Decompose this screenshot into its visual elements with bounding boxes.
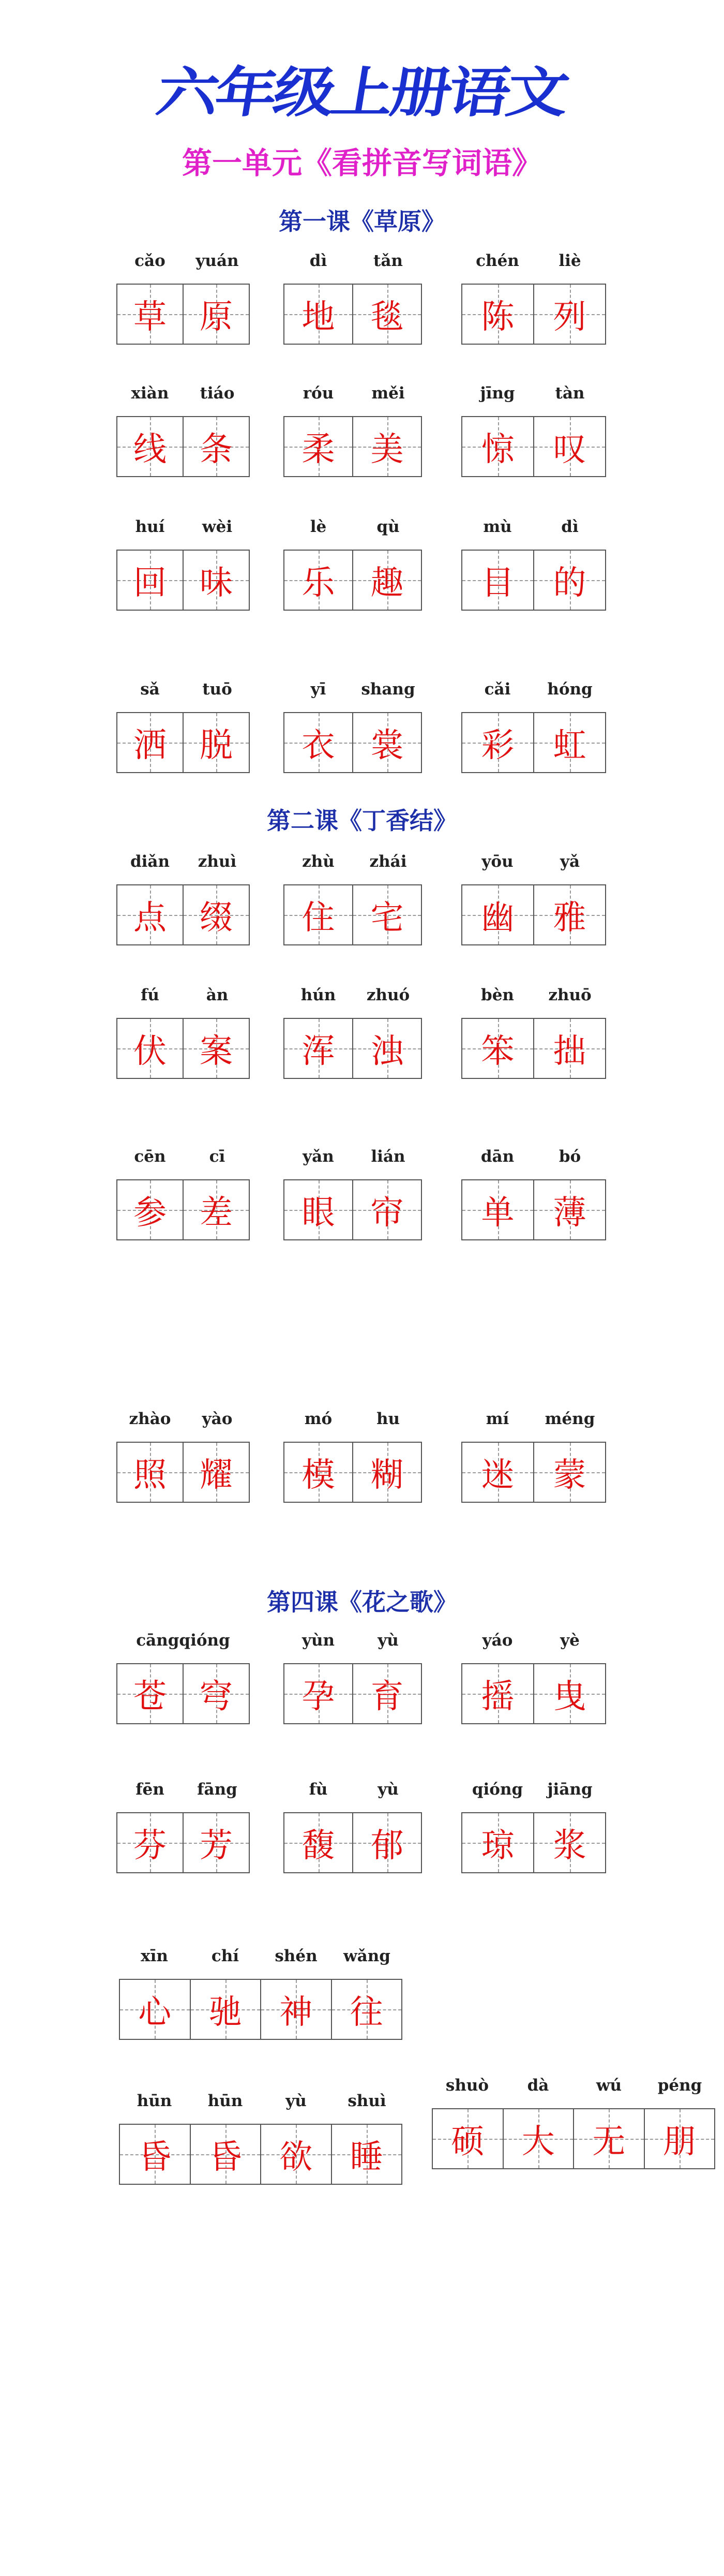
char-cell: 芬 bbox=[117, 1813, 184, 1872]
word-box bbox=[461, 1663, 606, 1724]
char-cell: 幽 bbox=[462, 885, 534, 944]
pinyin: dì bbox=[561, 517, 579, 536]
char-cell: 草 bbox=[117, 285, 184, 344]
char-cell: 琼 bbox=[462, 1813, 534, 1872]
char-cell: 照 bbox=[117, 1443, 184, 1502]
char-cell: 毯 bbox=[353, 285, 421, 344]
pinyin: fēn bbox=[135, 1780, 164, 1799]
pinyin: yào bbox=[202, 1410, 233, 1428]
char-cell: 味 bbox=[184, 551, 249, 610]
char-cell: 郁 bbox=[353, 1813, 421, 1872]
char-cell: 耀 bbox=[184, 1443, 249, 1502]
pinyin: jīng bbox=[480, 384, 515, 403]
word-box bbox=[116, 1018, 250, 1079]
word-box bbox=[116, 416, 250, 477]
pinyin: shang bbox=[361, 680, 415, 699]
word-box bbox=[119, 2124, 402, 2185]
word-box bbox=[116, 884, 250, 945]
pinyin: péng bbox=[657, 2076, 702, 2095]
char-cell: 馥 bbox=[284, 1813, 353, 1872]
pinyin: qù bbox=[376, 517, 400, 536]
char-cell: 笨 bbox=[462, 1019, 534, 1078]
char-cell: 大 bbox=[504, 2109, 575, 2168]
char-cell: 浊 bbox=[353, 1019, 421, 1078]
word-box bbox=[461, 1442, 606, 1503]
char-cell: 回 bbox=[117, 551, 184, 610]
char-cell: 趣 bbox=[353, 551, 421, 610]
char-cell: 欲 bbox=[261, 2125, 332, 2184]
pinyin: tiáo bbox=[200, 384, 235, 403]
pinyin: róu bbox=[303, 384, 334, 403]
pinyin: bèn bbox=[481, 986, 514, 1004]
pinyin: mí bbox=[486, 1410, 509, 1428]
char-cell: 地 bbox=[284, 285, 353, 344]
char-cell: 育 bbox=[353, 1664, 421, 1723]
char-cell: 摇 bbox=[462, 1664, 534, 1723]
word-box bbox=[283, 1812, 422, 1873]
pinyin: tàn bbox=[555, 384, 585, 403]
pinyin: yù bbox=[378, 1780, 399, 1799]
word-box bbox=[283, 1442, 422, 1503]
pinyin: yè bbox=[560, 1631, 580, 1650]
pinyin: qióng bbox=[472, 1780, 523, 1799]
char-cell: 糊 bbox=[353, 1443, 421, 1502]
pinyin: xiàn bbox=[131, 384, 169, 403]
char-cell: 昏 bbox=[120, 2125, 191, 2184]
pinyin: hūn bbox=[207, 2092, 243, 2110]
char-cell: 裳 bbox=[353, 713, 421, 772]
char-cell: 朋 bbox=[645, 2109, 715, 2168]
char-cell: 眼 bbox=[284, 1180, 353, 1239]
pinyin: yù bbox=[378, 1631, 399, 1650]
pinyin: chén bbox=[476, 251, 519, 270]
word-box bbox=[432, 2108, 715, 2169]
lesson-title: 第二课《丁香结》 bbox=[267, 807, 457, 835]
pinyin: sǎ bbox=[140, 680, 160, 699]
char-cell: 衣 bbox=[284, 713, 353, 772]
word-box bbox=[461, 550, 606, 611]
word-box bbox=[461, 284, 606, 345]
pinyin: wú bbox=[596, 2076, 622, 2095]
char-cell: 差 bbox=[184, 1180, 249, 1239]
word-box bbox=[283, 1018, 422, 1079]
pinyin: hún bbox=[300, 986, 336, 1004]
pinyin: yī bbox=[310, 680, 326, 699]
word-box bbox=[119, 1979, 402, 2040]
unit-title: 第一单元《看拼音写词语》 bbox=[182, 145, 542, 181]
word-box bbox=[283, 416, 422, 477]
pinyin: cī bbox=[209, 1147, 225, 1166]
char-cell: 神 bbox=[261, 1980, 332, 2039]
lesson-title: 第一课《草原》 bbox=[279, 208, 445, 235]
pinyin: yōu bbox=[481, 852, 514, 871]
pinyin: àn bbox=[206, 986, 229, 1004]
char-cell: 芳 bbox=[184, 1813, 249, 1872]
char-cell: 薄 bbox=[534, 1180, 605, 1239]
word-box bbox=[461, 1018, 606, 1079]
pinyin: wǎng bbox=[343, 1947, 390, 1965]
word-box bbox=[461, 1812, 606, 1873]
char-cell: 往 bbox=[332, 1980, 402, 2039]
char-cell: 乐 bbox=[284, 551, 353, 610]
word-box bbox=[116, 1663, 250, 1724]
char-cell: 参 bbox=[117, 1180, 184, 1239]
char-cell: 无 bbox=[574, 2109, 645, 2168]
pinyin: dì bbox=[309, 251, 327, 270]
char-cell: 雅 bbox=[534, 885, 605, 944]
char-cell: 的 bbox=[534, 551, 605, 610]
pinyin: zhuó bbox=[366, 986, 410, 1004]
pinyin: huí bbox=[135, 517, 165, 536]
pinyin: zhù bbox=[302, 852, 335, 871]
pinyin: chí bbox=[211, 1947, 239, 1965]
word-box bbox=[283, 1663, 422, 1724]
char-cell: 叹 bbox=[534, 417, 605, 476]
char-cell: 曳 bbox=[534, 1664, 605, 1723]
char-cell: 伏 bbox=[117, 1019, 184, 1078]
word-box bbox=[461, 416, 606, 477]
char-cell: 列 bbox=[534, 285, 605, 344]
word-box bbox=[116, 284, 250, 345]
pinyin: liè bbox=[559, 251, 581, 270]
char-cell: 缀 bbox=[184, 885, 249, 944]
word-box bbox=[461, 884, 606, 945]
pinyin: yáo bbox=[482, 1631, 513, 1650]
word-box bbox=[283, 550, 422, 611]
char-cell: 模 bbox=[284, 1443, 353, 1502]
char-cell: 迷 bbox=[462, 1443, 534, 1502]
char-cell: 目 bbox=[462, 551, 534, 610]
char-cell: 线 bbox=[117, 417, 184, 476]
char-cell: 美 bbox=[353, 417, 421, 476]
pinyin: měi bbox=[371, 384, 405, 403]
pinyin: zhào bbox=[129, 1410, 171, 1428]
word-box bbox=[116, 712, 250, 773]
char-cell: 浆 bbox=[534, 1813, 605, 1872]
char-cell: 帘 bbox=[353, 1180, 421, 1239]
pinyin: tuō bbox=[202, 680, 232, 699]
pinyin: hūn bbox=[137, 2092, 172, 2110]
char-cell: 住 bbox=[284, 885, 353, 944]
word-box bbox=[116, 550, 250, 611]
pinyin: dān bbox=[480, 1147, 515, 1166]
pinyin: cǎi bbox=[484, 680, 511, 699]
lesson-title: 第四课《花之歌》 bbox=[267, 1588, 457, 1616]
word-box bbox=[116, 1812, 250, 1873]
char-cell: 虹 bbox=[534, 713, 605, 772]
char-cell: 拙 bbox=[534, 1019, 605, 1078]
pinyin: yuán bbox=[195, 251, 239, 270]
char-cell: 案 bbox=[184, 1019, 249, 1078]
char-cell: 孕 bbox=[284, 1664, 353, 1723]
char-cell: 昏 bbox=[191, 2125, 262, 2184]
pinyin: lè bbox=[310, 517, 327, 536]
word-box bbox=[283, 712, 422, 773]
pinyin: zhuì bbox=[198, 852, 237, 871]
pinyin: jiāng bbox=[547, 1780, 593, 1799]
char-cell: 睡 bbox=[332, 2125, 402, 2184]
pinyin: fāng bbox=[197, 1780, 237, 1799]
pinyin: hu bbox=[376, 1410, 400, 1428]
char-cell: 条 bbox=[184, 417, 249, 476]
char-cell: 点 bbox=[117, 885, 184, 944]
pinyin: bó bbox=[559, 1147, 581, 1166]
char-cell: 心 bbox=[120, 1980, 191, 2039]
char-cell: 硕 bbox=[433, 2109, 504, 2168]
pinyin: diǎn bbox=[130, 852, 170, 871]
pinyin: hóng bbox=[547, 680, 593, 699]
word-box bbox=[116, 1442, 250, 1503]
page-title: 六年级上册语文 bbox=[152, 61, 570, 124]
char-cell: 穹 bbox=[184, 1664, 249, 1723]
char-cell: 宅 bbox=[353, 885, 421, 944]
pinyin: zhuō bbox=[548, 986, 592, 1004]
pinyin: shuò bbox=[445, 2076, 489, 2095]
char-cell: 洒 bbox=[117, 713, 184, 772]
char-cell: 蒙 bbox=[534, 1443, 605, 1502]
pinyin: fù bbox=[309, 1780, 328, 1799]
pinyin: xīn bbox=[141, 1947, 168, 1965]
char-cell: 苍 bbox=[117, 1664, 184, 1723]
word-box bbox=[283, 884, 422, 945]
char-cell: 脱 bbox=[184, 713, 249, 772]
pinyin: mó bbox=[304, 1410, 333, 1428]
char-cell: 陈 bbox=[462, 285, 534, 344]
char-cell: 单 bbox=[462, 1180, 534, 1239]
pinyin: yǎn bbox=[303, 1147, 334, 1166]
pinyin: cēn bbox=[134, 1147, 166, 1166]
pinyin: cāngqióng bbox=[136, 1631, 230, 1650]
char-cell: 惊 bbox=[462, 417, 534, 476]
pinyin: mù bbox=[483, 517, 512, 536]
pinyin: dà bbox=[527, 2076, 549, 2095]
pinyin: méng bbox=[545, 1410, 595, 1428]
word-box bbox=[283, 1179, 422, 1240]
pinyin: wèi bbox=[202, 517, 233, 536]
pinyin: yǎ bbox=[560, 852, 580, 871]
pinyin: lián bbox=[371, 1147, 405, 1166]
pinyin: cǎo bbox=[134, 251, 165, 270]
char-cell: 柔 bbox=[284, 417, 353, 476]
pinyin: yùn bbox=[301, 1631, 335, 1650]
word-box bbox=[283, 284, 422, 345]
pinyin: shén bbox=[275, 1947, 318, 1965]
char-cell: 彩 bbox=[462, 713, 534, 772]
word-box bbox=[461, 1179, 606, 1240]
pinyin: zhái bbox=[369, 852, 407, 871]
word-box bbox=[461, 712, 606, 773]
word-box bbox=[116, 1179, 250, 1240]
char-cell: 驰 bbox=[191, 1980, 262, 2039]
pinyin: fú bbox=[141, 986, 159, 1004]
pinyin: yù bbox=[285, 2092, 307, 2110]
pinyin: tǎn bbox=[373, 251, 403, 270]
pinyin: shuì bbox=[348, 2092, 386, 2110]
char-cell: 原 bbox=[184, 285, 249, 344]
char-cell: 浑 bbox=[284, 1019, 353, 1078]
